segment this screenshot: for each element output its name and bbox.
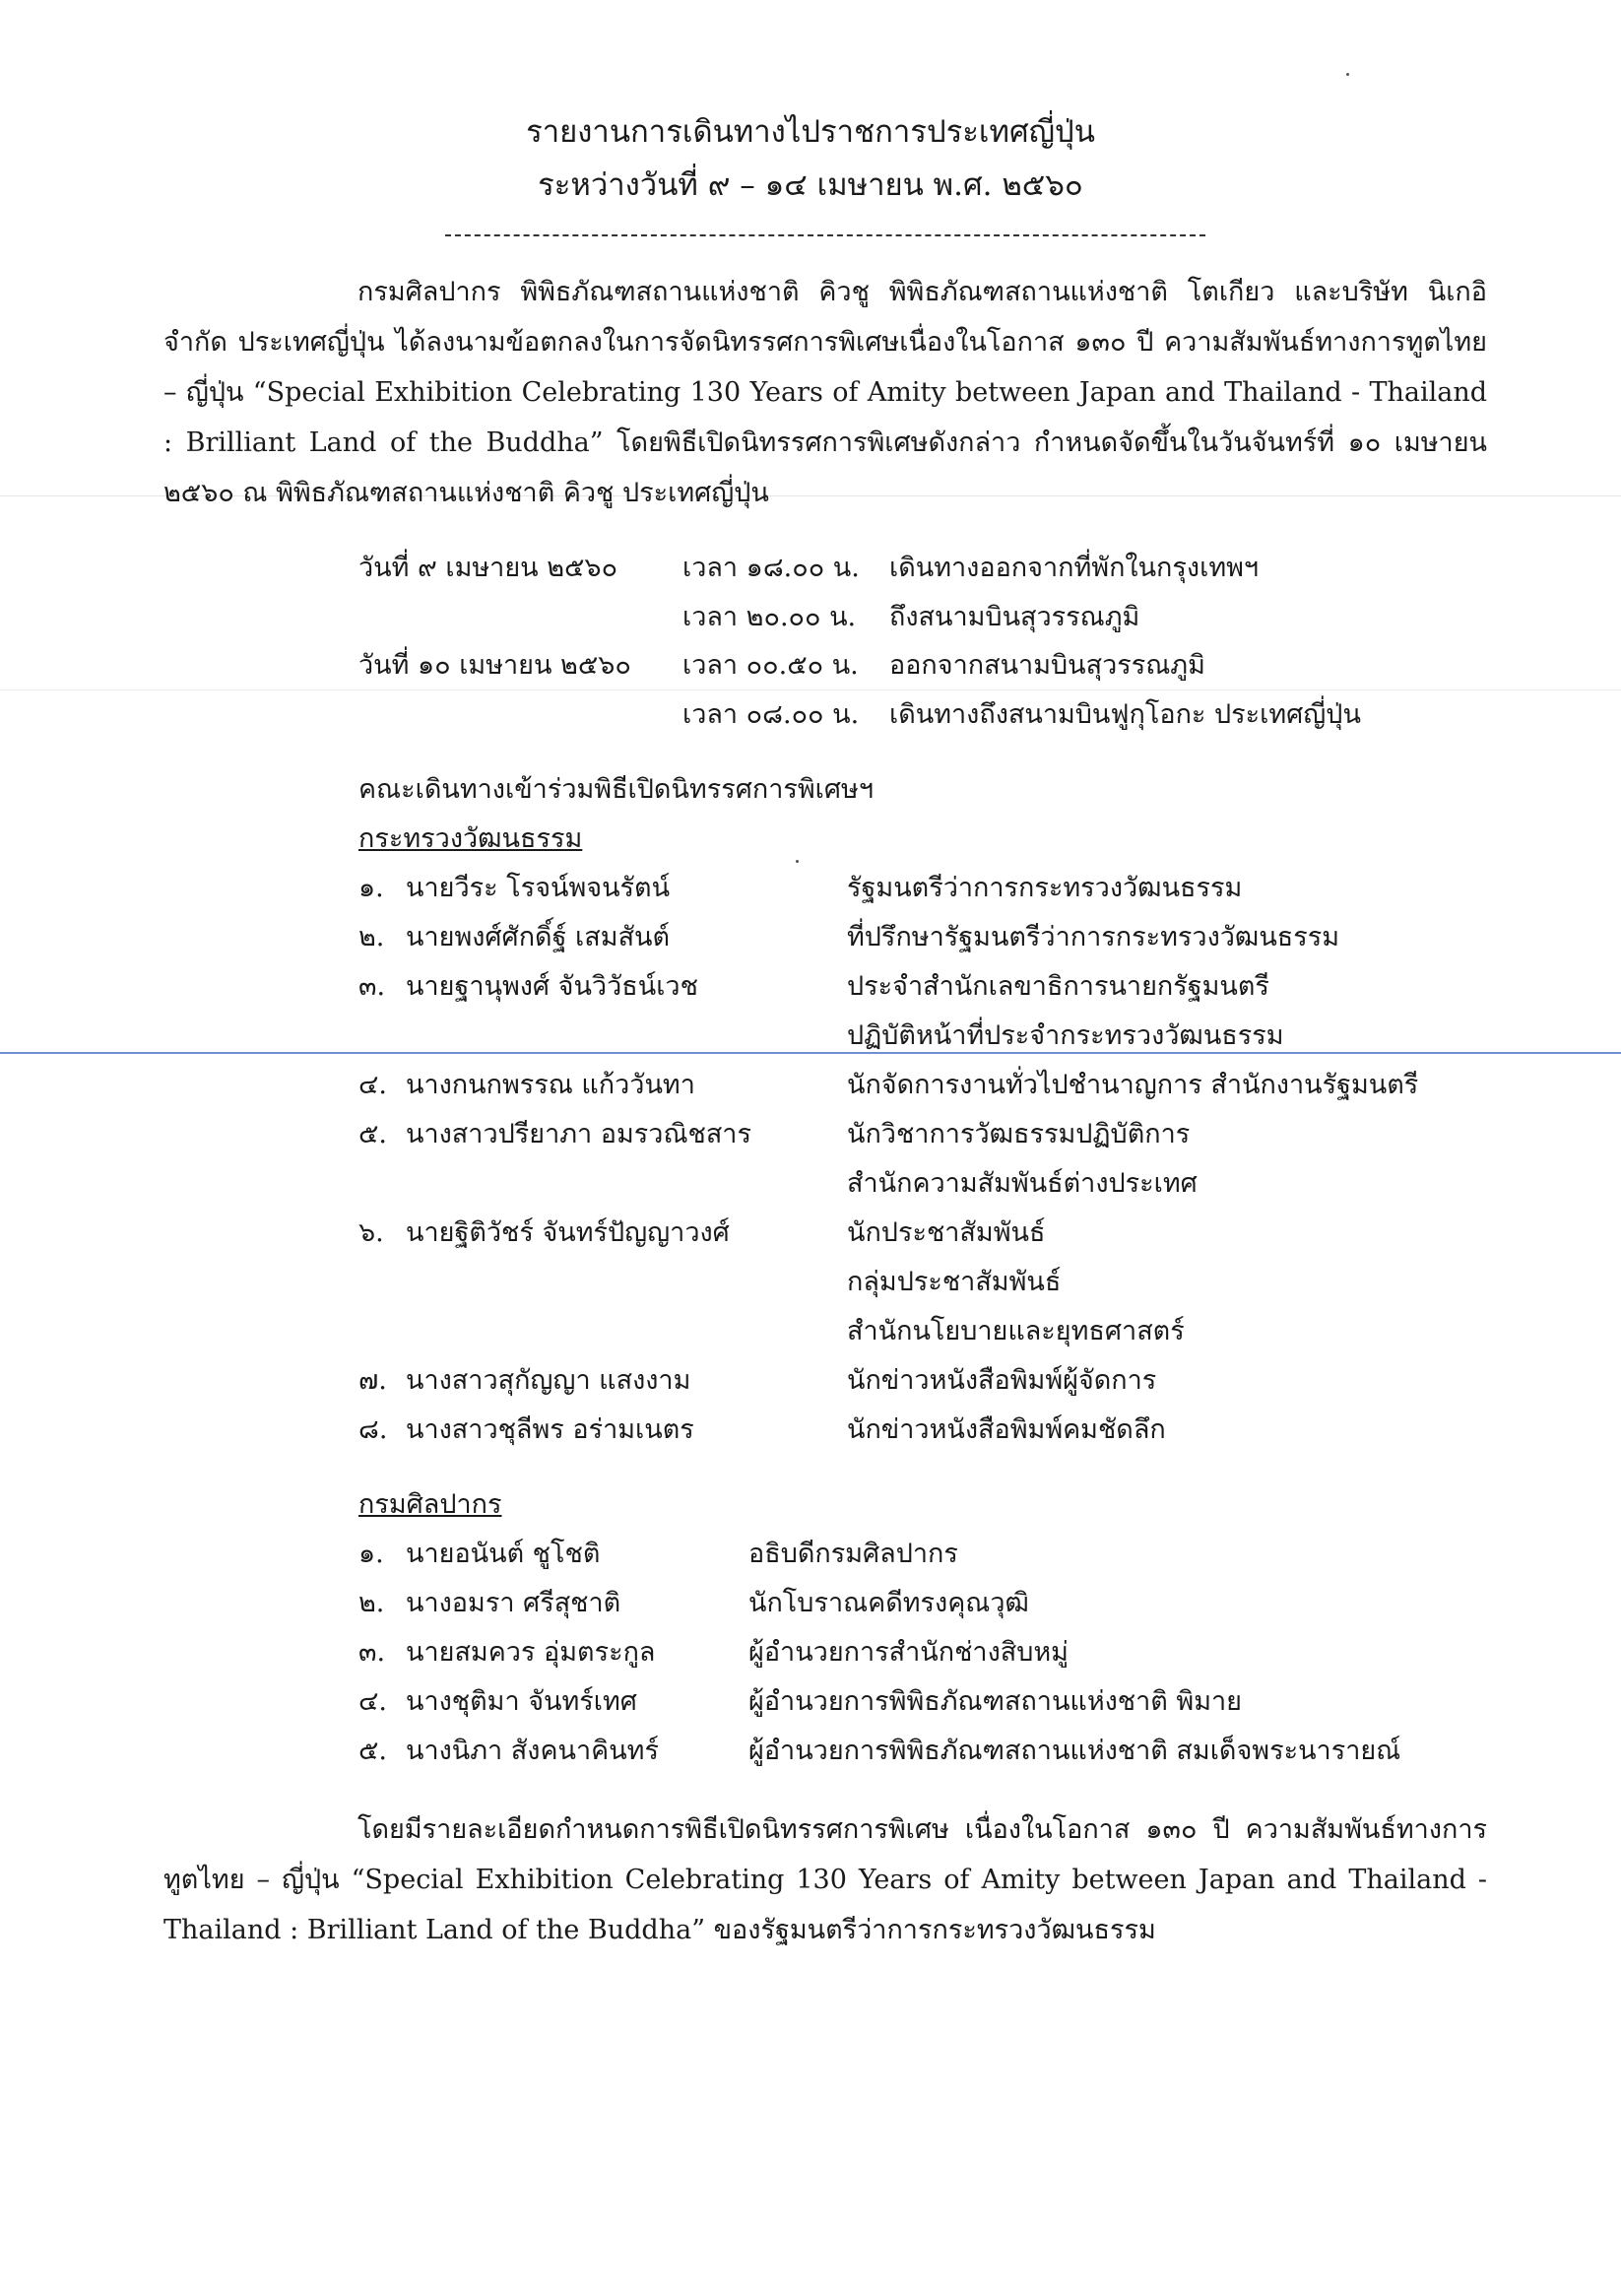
member-number: ๕. [358, 1736, 388, 1766]
member-position: สำนักนโยบายและยุทธศาสตร์ [847, 1316, 1185, 1346]
closing-paragraph: โดยมีรายละเอียดกำหนดการพิธีเปิดนิทรรศการพิเศษ เนื่องในโอกาส ๑๓๐ ปี ความสัมพันธ์ทางการทูตไทย – ญี่ปุ่น “Special Exhibition Celebrating 130 Years of Amity between Japan and Thailand - Thailand : Brilliant Land of the Buddha” ของรัฐมนตรีว่าการกระทรวงวัฒนธรรม [163, 1814, 1487, 1945]
member-name: นางสาวปรียาภา อมรวณิชสาร [406, 1119, 751, 1149]
member-position: นักวิชาการวัฒธรรมปฏิบัติการ [847, 1119, 1191, 1149]
member-position: อธิบดีกรมศิลปากร [748, 1539, 958, 1569]
member-name: นางนิภา สังคนาคินทร์ [406, 1736, 659, 1766]
member-position: นักประชาสัมพันธ์ [847, 1217, 1046, 1248]
member-number: ๒. [358, 922, 385, 952]
member-name: นายวีระ โรจน์พจนรัตน์ [406, 873, 671, 903]
member-number: ๔. [358, 1070, 388, 1100]
schedule-date: วันที่ ๑๐ เมษายน ๒๕๖๐ [358, 650, 631, 681]
member-name: นางอมรา ศรีสุชาติ [406, 1588, 621, 1618]
schedule-time: เวลา ๑๘.๐๐ น. [682, 553, 860, 583]
member-name: นายฐานุพงศ์ จันวิวัธน์เวช [406, 971, 698, 1002]
member-name: นางสาวสุกัญญา แสงงาม [406, 1365, 691, 1396]
schedule-time: เวลา ๐๐.๕๐ น. [682, 650, 859, 681]
schedule-date: วันที่ ๙ เมษายน ๒๕๖๐ [358, 553, 618, 583]
ministry-heading: กระทรวงวัฒนธรรม [358, 823, 583, 854]
finearts-heading: กรมศิลปากร [358, 1489, 502, 1520]
scan-line [0, 1052, 1621, 1054]
schedule-activity: ถึงสนามบินสุวรรณภูมิ [889, 602, 1140, 632]
member-name: นายสมควร อุ่มตระกูล [406, 1637, 656, 1668]
member-name: นางสาวชุลีพร อร่ามเนตร [406, 1414, 694, 1445]
member-position: ประจำสำนักเลขาธิการนายกรัฐมนตรี [847, 971, 1269, 1002]
delegation-intro: คณะเดินทางเข้าร่วมพิธีเปิดนิทรรศการพิเศษฯ [358, 774, 874, 805]
member-name: นางกนกพรรณ แก้ววันทา [406, 1070, 695, 1100]
member-name: นายพงศ์ศักดิ์ฐ์ เสมสันต์ [406, 922, 671, 952]
member-number: ๓. [358, 971, 386, 1002]
schedule-time: เวลา ๒๐.๐๐ น. [682, 602, 857, 632]
member-position: สำนักความสัมพันธ์ต่างประเทศ [847, 1168, 1198, 1199]
member-number: ๒. [358, 1588, 385, 1618]
member-number: ๑. [358, 1539, 384, 1569]
member-position: ปฏิบัติหน้าที่ประจำกระทรวงวัฒนธรรม [847, 1020, 1284, 1051]
member-number: ๓. [358, 1637, 386, 1668]
member-position: ผู้อำนวยการพิพิธภัณฑสถานแห่งชาติ สมเด็จพระนารายณ์ [748, 1736, 1401, 1766]
document-subtitle: ระหว่างวันที่ ๙ – ๑๔ เมษายน พ.ศ. ๒๕๖๐ [538, 167, 1083, 203]
schedule-time: เวลา ๐๘.๐๐ น. [682, 699, 860, 730]
member-number: ๑. [358, 873, 384, 903]
member-position: นักข่าวหนังสือพิมพ์คมชัดลึก [847, 1414, 1166, 1445]
scan-line [0, 689, 1621, 690]
member-number: ๗. [358, 1365, 387, 1396]
member-number: ๘. [358, 1414, 388, 1445]
member-position: นักโบราณคดีทรงคุณวุฒิ [748, 1588, 1029, 1618]
member-number: ๔. [358, 1686, 388, 1717]
schedule-activity: เดินทางถึงสนามบินฟูกุโอกะ ประเทศญี่ปุ่น [889, 699, 1361, 730]
member-position: ที่ปรึกษารัฐมนตรีว่าการกระทรวงวัฒนธรรม [847, 922, 1340, 952]
member-name: นางชุติมา จันทร์เทศ [406, 1686, 637, 1717]
member-name: นายอนันต์ ชูโชติ [406, 1539, 601, 1569]
member-position: รัฐมนตรีว่าการกระทรวงวัฒนธรรม [847, 873, 1243, 903]
member-name: นายฐิติวัชร์ จันทร์ปัญญาวงศ์ [406, 1217, 730, 1248]
member-number: ๕. [358, 1119, 388, 1149]
member-number: ๖. [358, 1217, 384, 1248]
member-position: ผู้อำนวยการสำนักช่างสิบหมู่ [748, 1637, 1069, 1668]
dashed-separator [445, 234, 1205, 236]
member-position: ผู้อำนวยการพิพิธภัณฑสถานแห่งชาติ พิมาย [748, 1686, 1242, 1717]
member-position: กลุ่มประชาสัมพันธ์ [847, 1267, 1062, 1297]
member-position: นักจัดการงานทั่วไปชำนาญการ สำนักงานรัฐมนตรี [847, 1070, 1419, 1100]
scan-speck [796, 860, 799, 863]
scan-speck [1346, 73, 1349, 76]
schedule-activity: เดินทางออกจากที่พักในกรุงเทพฯ [889, 553, 1260, 583]
schedule-activity: ออกจากสนามบินสุวรรณภูมิ [889, 650, 1205, 681]
member-position: นักข่าวหนังสือพิมพ์ผู้จัดการ [847, 1365, 1157, 1396]
document-title: รายงานการเดินทางไปราชการประเทศญี่ปุ่น [526, 114, 1095, 150]
intro-paragraph: กรมศิลปากร พิพิธภัณฑสถานแห่งชาติ คิวชู พิพิธภัณฑสถานแห่งชาติ โตเกียว และบริษัท นิเกอิ จำกัด ประเทศญี่ปุ่น ได้ลงนามข้อตกลงในการจัดนิทรรศการพิเศษเนื่องในโอกาส ๑๓๐ ปี ความสัมพันธ์ทางการทูตไทย – ญี่ปุ่น “Special Exhibition Celebrating 130 Years of Amity between Japan and Thailand - Thailand : Brilliant Land of the Buddha” โดยพิธีเปิดนิทรรศการพิเศษดังกล่าว กำหนดจัดขึ้นในวันจันทร์ที่ ๑๐ เมษายน ๒๕๖๐ ณ พิพิธภัณฑสถานแห่งชาติ คิวชู ประเทศญี่ปุ่น [163, 277, 1487, 508]
